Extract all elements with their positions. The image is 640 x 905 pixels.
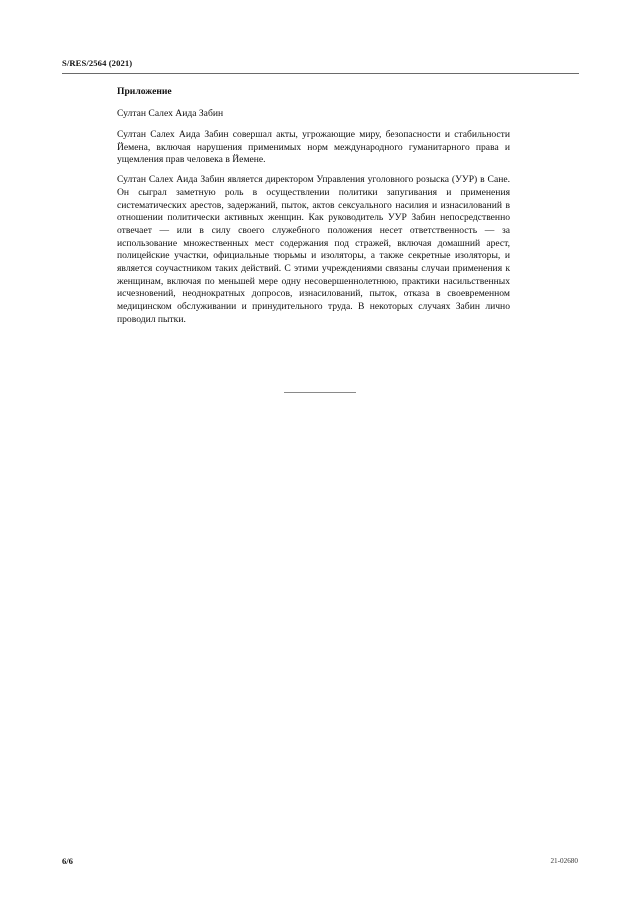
person-name: Султан Салех Аида Забин <box>117 108 224 119</box>
job-number: 21-02680 <box>550 857 578 865</box>
page-number: 6/6 <box>62 856 73 866</box>
end-of-document-rule <box>284 392 356 393</box>
annex-paragraph-2: Султан Салех Аида Забин является директором Управления уголовного розыска (УУР) в Сане. Он сыграл заметную роль в осуществлении политики запугивания и применения систематических арестов, задержаний, пыток, актов сексуального насилия и изнасилований в отношении политически активных женщин. Как руководитель УУР Забин непосредственно отвечает — или в силу своего служебного положения несет ответственность — за использование множественных мест содержания под стражей, включая домашний арест, полицейские участки, официальные тюрьмы и изоляторы, а также секретные изоляторы, и является соучастником таких действий. С этими учреждениями связаны случаи применения к женщинам, включая по меньшей мере одну несовершеннолетнюю, практики насильственных исчезновений, неоднократных допросов, изнасилований, пыток, отказа в своевременном медицинском обслуживании и принудительного труда. В некоторых случаях Забин лично проводил пытки. <box>117 174 510 325</box>
document-symbol: S/RES/2564 (2021) <box>62 58 133 68</box>
annex-title: Приложение <box>117 86 172 97</box>
annex-content <box>117 85 510 334</box>
annex-paragraph-1: Султан Салех Аида Забин совершал акты, угрожающие миру, безопасности и стабильности Йемена, включая нарушения применимых норм международного гуманитарного права и ущемления прав человека в Йемене. <box>117 129 510 166</box>
header-divider <box>62 73 579 74</box>
